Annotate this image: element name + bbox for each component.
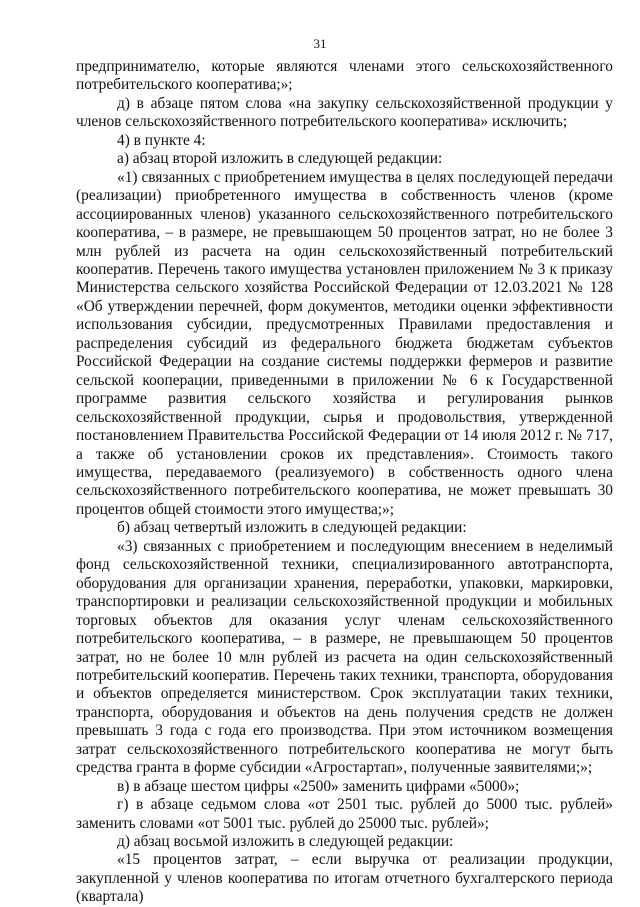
paragraph-continuation: предпринимателю, которые являются членами этого сельскохозяйственного потребительского кооператива;»; bbox=[76, 58, 613, 94]
paragraph-point-4: 4) в пункте 4: bbox=[117, 131, 206, 149]
paragraph-quote-1: «1) связанных с приобретением имущества в целях последующей передачи (реализации) приобретенного имущества в собственность членов (кроме ассоциированных членов) указанного сельскохозяйственного потребительского кооператива, – в размере, не превышающем 50 процентов затрат, но не более 3 млн рублей из расчета на один сельскохозяйственный потребительский кооператив. Перечень такого имущества установлен приложением № 3 к приказу Министерства сельского хозяйства Российской Федерации от 12.03.2021 № 128 «Об утверждении перечней, форм документов, методики оценки эффективности использования субсидии, предусмотренных Правилами предоставления и распределения субсидий из федерального бюджета бюджетам субъектов Российской Федерации на создание системы поддержки фермеров и развитие сельской кооперации, приведенными в приложении № 6 к Государственной программе развития сельского хозяйства и регулирования рынков сельскохозяйственной продукции, сырья и продовольствия, утвержденной постановлением Правительства Российской Федерации от 14 июля 2012 г. № 717, а также об установлении сроков их представления». Стоимость такого имущества, передаваемого (реализуемого) в собственность одного члена сельскохозяйственного потребительского кооператива, не может превышать 30 процентов общей стоимости этого имущества;»; bbox=[76, 168, 613, 518]
paragraph-amendment-b: б) абзац четвертый изложить в следующей редакции: bbox=[117, 519, 467, 537]
paragraph-amendment-g: г) в абзаце седьмом слова «от 2501 тыс. рублей до 5000 тыс. рублей» заменить словами «от 5001 тыс. рублей до 25000 тыс. рублей»; bbox=[76, 796, 613, 832]
paragraph-amendment-a: а) абзац второй изложить в следующей редакции: bbox=[117, 150, 443, 168]
document-body bbox=[76, 58, 613, 907]
paragraph-amendment-v: в) в абзаце шестом цифры «2500» заменить цифрами «5000»; bbox=[117, 777, 520, 795]
paragraph-quote-15: «15 процентов затрат, – если выручка от реализации продукции, закупленной у членов кооператива по итогам отчетного бухгалтерского периода (квартала) bbox=[76, 851, 613, 906]
paragraph-quote-3: «3) связанных с приобретением и последующим внесением в неделимый фонд сельскохозяйственной техники, специализированного автотранспорта, оборудования для организации хранения, переработки, упаковки, маркировки, транспортировки и реализации сельскохозяйственной продукции и мобильных торговых объектов для оказания услуг членам сельскохозяйственного потребительского кооператива, – в размере, не превышающем 50 процентов затрат, но не более 10 млн рублей из расчета на один сельскохозяйственный потребительский кооператив. Перечень таких техники, транспорта, оборудования и объектов определяется министерством. Срок эксплуатации таких техники, транспорта, оборудования и объектов на день получения средств не должен превышать 3 года с года его производства. При этом источником возмещения затрат сельскохозяйственного потребительского кооператива не могут быть средства гранта в форме субсидии «Агростартап», полученные заявителями;»; bbox=[76, 537, 613, 777]
page-number: 31 bbox=[313, 36, 327, 51]
paragraph-amendment-d: д) в абзаце пятом слова «на закупку сельскохозяйственной продукции у членов сельскохозяйственного потребительского кооператива» исключить; bbox=[76, 94, 613, 131]
paragraph-amendment-d2: д) абзац восьмой изложить в следующей редакции: bbox=[117, 833, 454, 851]
